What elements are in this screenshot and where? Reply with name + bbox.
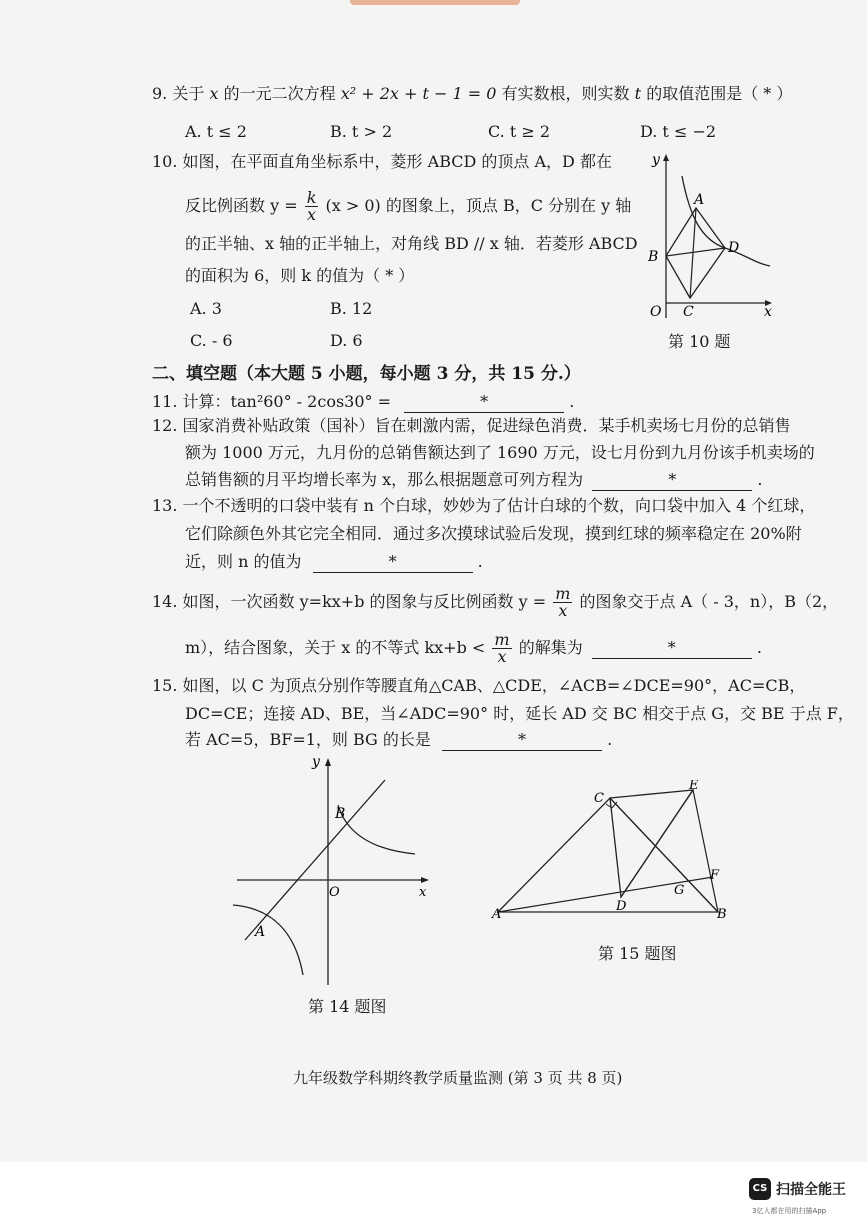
q10-option-a: A. 3 xyxy=(190,299,222,318)
y-axis-arrow-icon xyxy=(325,758,331,766)
linear-function-line xyxy=(245,780,385,940)
line-de xyxy=(621,790,693,897)
q9-stem: 9. 关于 x 的一元二次方程 x² + 2x + t − 1 = 0 有实数根，则实数 t 的取值范围是（ * ） xyxy=(152,84,793,103)
camscanner-title: 扫描全能王 xyxy=(776,1182,846,1198)
q13-line3: 近，则 n 的值为 * . xyxy=(185,552,483,571)
q10-option-c: C. - 6 xyxy=(190,331,233,350)
q15-line2: DC=CE；连接 AD、BE，当∠ADC=90° 时，延长 AD 交 BC 相交于点 G，交 BE 于点 F， xyxy=(185,704,854,723)
hyperbola-branch-1 xyxy=(338,805,415,854)
line-be xyxy=(693,790,718,912)
label-g: G xyxy=(674,883,685,898)
label-d: D xyxy=(616,899,627,914)
scanner-bar xyxy=(0,1162,867,1228)
page-footer: 九年级数学科期终教学质量监测 (第 3 页 共 8 页) xyxy=(293,1069,623,1087)
q15-figure xyxy=(488,780,733,920)
q14-figure xyxy=(225,750,440,990)
section-2-title: 二、填空题（本大题 5 小题，每小题 3 分，共 15 分.） xyxy=(152,364,581,384)
x-axis-arrow-icon xyxy=(421,877,429,883)
triangle-cab xyxy=(498,798,718,912)
label-f: F xyxy=(710,868,720,883)
label-a: A xyxy=(694,192,705,208)
q14-line2: m），结合图象，关于 x 的不等式 kx+b < $\frac{m}{x}$ 的解集为 * . xyxy=(185,630,762,666)
q10-line4: 的面积为 6，则 k 的值为（ * ） xyxy=(185,266,415,285)
q14-answer-blank[interactable]: * xyxy=(592,638,752,659)
q13-line1: 13. 一个不透明的口袋中装有 n 个白球，妙妙为了估计白球的个数，向口袋中加入 4 个红球， xyxy=(152,496,816,515)
q9-option-c: C. t ≥ 2 xyxy=(488,122,551,141)
q15-answer-blank[interactable]: * xyxy=(442,730,602,751)
camscanner-logo: CS xyxy=(749,1178,771,1200)
q10-option-d: D. 6 xyxy=(330,331,363,350)
hyperbola-branch-2 xyxy=(233,905,303,975)
label-e: E xyxy=(689,780,699,793)
diagonal-bd xyxy=(666,248,725,256)
label-c: C xyxy=(683,304,694,320)
q11-answer-blank[interactable]: * xyxy=(404,392,564,413)
q15-line1: 15. 如图，以 C 为顶点分别作等腰直角△CAB、△CDE，∠ACB=∠DCE=90°，AC=CB， xyxy=(152,676,806,695)
label-o: O xyxy=(650,304,662,320)
q10-line3: 的正半轴、x 轴的正半轴上，对角线 BD // x 轴．若菱形 ABCD xyxy=(185,234,638,253)
label-x: x xyxy=(764,304,772,320)
q13-answer-blank[interactable]: * xyxy=(313,552,473,573)
label-a: A xyxy=(492,907,502,920)
label-y: y xyxy=(652,152,660,168)
m-over-x-fraction: $\frac{m}{x}$ xyxy=(555,584,571,620)
binding-mark xyxy=(350,0,520,5)
q11: 11. 计算：tan²60° - 2cos30° = * . xyxy=(152,392,575,411)
q13-line2: 它们除颜色外其它完全相同．通过多次摸球试验后发现，摸到红球的频率稳定在 20%附 xyxy=(185,524,802,543)
label-d: D xyxy=(728,240,740,256)
q10-figure xyxy=(630,148,790,323)
q9-option-a: A. t ≤ 2 xyxy=(185,122,247,141)
q12-line2: 额为 1000 万元，九月份的总销售额达到了 1690 万元，设七月份到九月份该手机卖场的 xyxy=(185,443,815,462)
q12-line1: 12. 国家消费补贴政策（国补）旨在刺激内需，促进绿色消费．某手机卖场七月份的总销售 xyxy=(152,416,791,435)
q15-line3: 若 AC=5，BF=1，则 BG 的长是 * . xyxy=(185,730,613,749)
label-b: B xyxy=(335,806,346,822)
m-over-x-fraction-2: $\frac{m}{x}$ xyxy=(494,630,510,666)
label-o: O xyxy=(329,885,340,900)
q14-line1: 14. 如图，一次函数 y=kx+b 的图象与反比例函数 y = $\frac{m}{x}$ 的图象交于点 A（ - 3，n），B（2， xyxy=(152,584,839,620)
k-over-x-fraction: $\frac{k}{x}$ xyxy=(306,188,317,224)
q10-line2: 反比例函数 y = $\frac{k}{x}$ (x > 0) 的图象上，顶点 B，C 分别在 y 轴 xyxy=(185,188,632,224)
label-x: x xyxy=(419,885,427,900)
q12-answer-blank[interactable]: * xyxy=(592,470,752,491)
y-axis-arrow-icon xyxy=(663,154,669,161)
q12-line3: 总销售额的月平均增长率为 x，那么根据题意可列方程为 * . xyxy=(185,470,763,489)
q9-option-d: D. t ≤ −2 xyxy=(640,122,717,141)
q15-caption: 第 15 题图 xyxy=(598,944,677,963)
line-cb xyxy=(610,798,718,912)
camscanner-subtitle: 3亿人都在用的扫描App xyxy=(752,1207,827,1215)
label-b: B xyxy=(717,907,727,920)
q14-caption: 第 14 题图 xyxy=(308,997,387,1016)
label-c: C xyxy=(594,791,604,806)
label-y: y xyxy=(312,754,320,770)
label-b: B xyxy=(648,249,659,265)
label-a: A xyxy=(255,924,266,940)
q10-caption: 第 10 题 xyxy=(668,332,731,351)
q10-option-b: B. 12 xyxy=(330,299,373,318)
triangle-cde xyxy=(610,790,693,897)
q9-option-b: B. t > 2 xyxy=(330,122,393,141)
q10-line1: 10. 如图，在平面直角坐标系中，菱形 ABCD 的顶点 A，D 都在 xyxy=(152,152,612,171)
